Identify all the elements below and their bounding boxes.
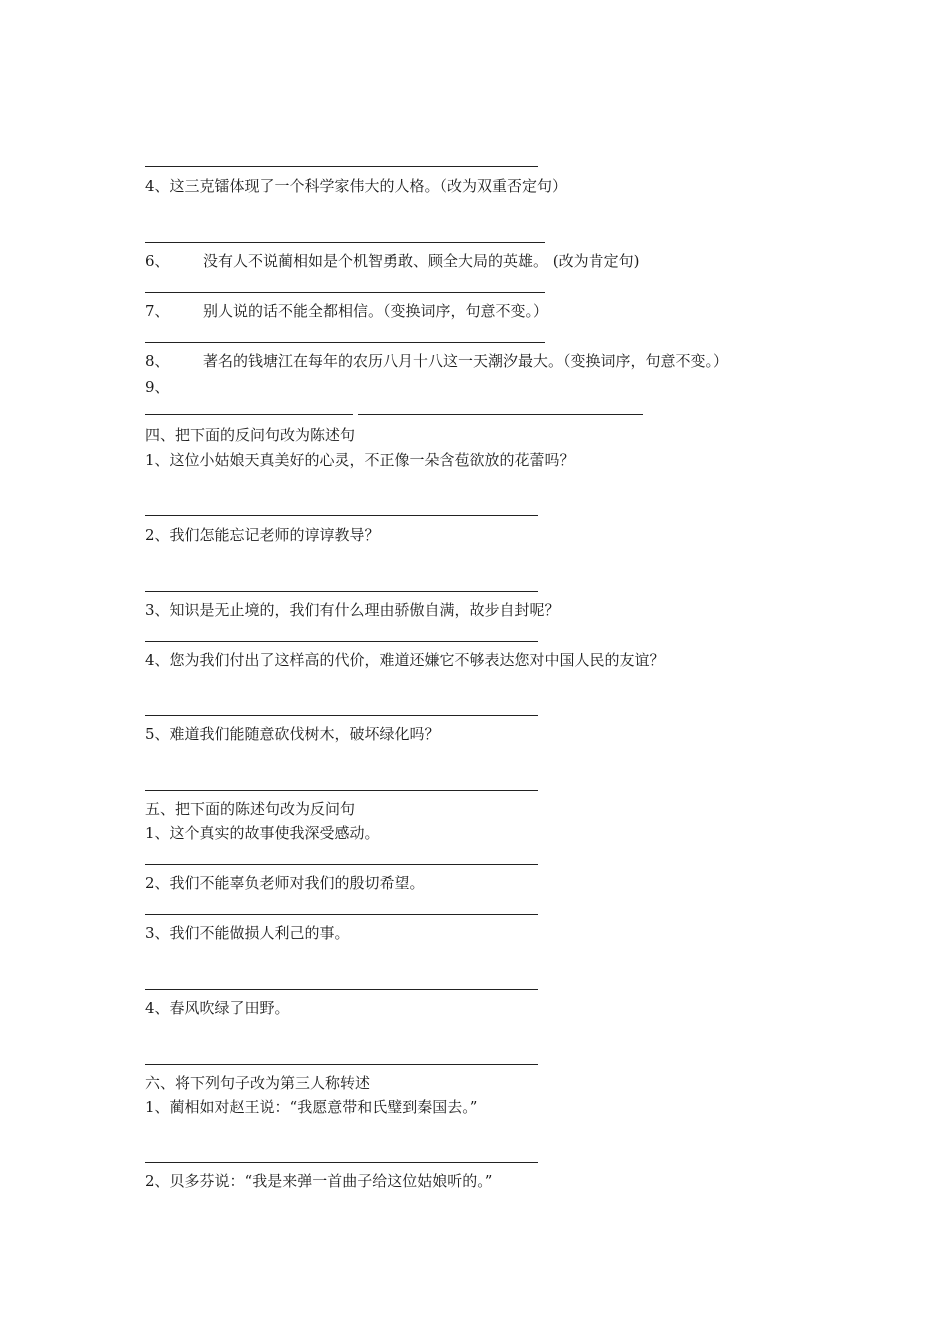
- question-number: 8、: [145, 352, 170, 370]
- answer-line[interactable]: [145, 242, 545, 243]
- question-number: 6、: [145, 252, 170, 270]
- question-1: 1、这个真实的故事使我深受感动。: [145, 824, 380, 842]
- section-heading: 六、将下列句子改为第三人称转述: [145, 1074, 371, 1092]
- question-2: 2、我们怎能忘记老师的谆谆教导？: [145, 526, 380, 544]
- answer-line[interactable]: [145, 715, 538, 716]
- answer-line[interactable]: [145, 414, 353, 415]
- question-6: [145, 251, 639, 271]
- question-2: 2、我们不能辜负老师对我们的殷切希望。: [145, 874, 425, 892]
- question-1: 1、蔺相如对赵王说：“我愿意带和氏璧到秦国去。”: [145, 1098, 478, 1116]
- answer-line[interactable]: [145, 515, 538, 516]
- question-8: [145, 351, 728, 371]
- question-4: 4、春风吹绿了田野。: [145, 999, 290, 1017]
- section-heading: 五、把下面的陈述句改为反问句: [145, 800, 356, 818]
- answer-line[interactable]: [145, 864, 538, 865]
- question-text: 著名的钱塘江在每年的农历八月十八这一天潮汐最大。（变换词序，句意不变。）: [203, 352, 729, 370]
- answer-line[interactable]: [145, 166, 538, 167]
- answer-line[interactable]: [145, 591, 538, 592]
- question-number: 7、: [145, 302, 170, 320]
- answer-line[interactable]: [145, 989, 538, 990]
- section-heading: 四、把下面的反问句改为陈述句: [145, 426, 356, 444]
- question-2: 2、贝多芬说：“我是来弹一首曲子给这位姑娘听的。”: [145, 1172, 493, 1190]
- question-4: 4、这三克镭体现了一个科学家伟大的人格。（改为双重否定句）: [145, 177, 568, 195]
- question-5: 5、难道我们能随意砍伐树木，破坏绿化吗？: [145, 725, 440, 743]
- question-3: 3、我们不能做损人利己的事。: [145, 924, 350, 942]
- answer-line[interactable]: [145, 641, 538, 642]
- question-9: 9、: [145, 378, 170, 396]
- question-text: 别人说的话不能全都相信。（变换词序，句意不变。）: [203, 302, 549, 320]
- question-text: 没有人不说蔺相如是个机智勇敢、顾全大局的英雄。 (改为肯定句): [203, 252, 640, 270]
- answer-line[interactable]: [145, 1064, 538, 1065]
- question-3: 3、知识是无止境的，我们有什么理由骄傲自满，故步自封呢？: [145, 601, 560, 619]
- question-4: 4、您为我们付出了这样高的代价，难道还嫌它不够表达您对中国人民的友谊？: [145, 651, 665, 669]
- question-7: [145, 301, 548, 321]
- answer-line[interactable]: [145, 342, 545, 343]
- answer-line[interactable]: [145, 1162, 538, 1163]
- question-1: 1、这位小姑娘天真美好的心灵，不正像一朵含苞欲放的花蕾吗？: [145, 451, 575, 469]
- answer-line[interactable]: [145, 914, 538, 915]
- answer-line[interactable]: [358, 414, 643, 415]
- answer-line[interactable]: [145, 292, 545, 293]
- answer-line[interactable]: [145, 790, 538, 791]
